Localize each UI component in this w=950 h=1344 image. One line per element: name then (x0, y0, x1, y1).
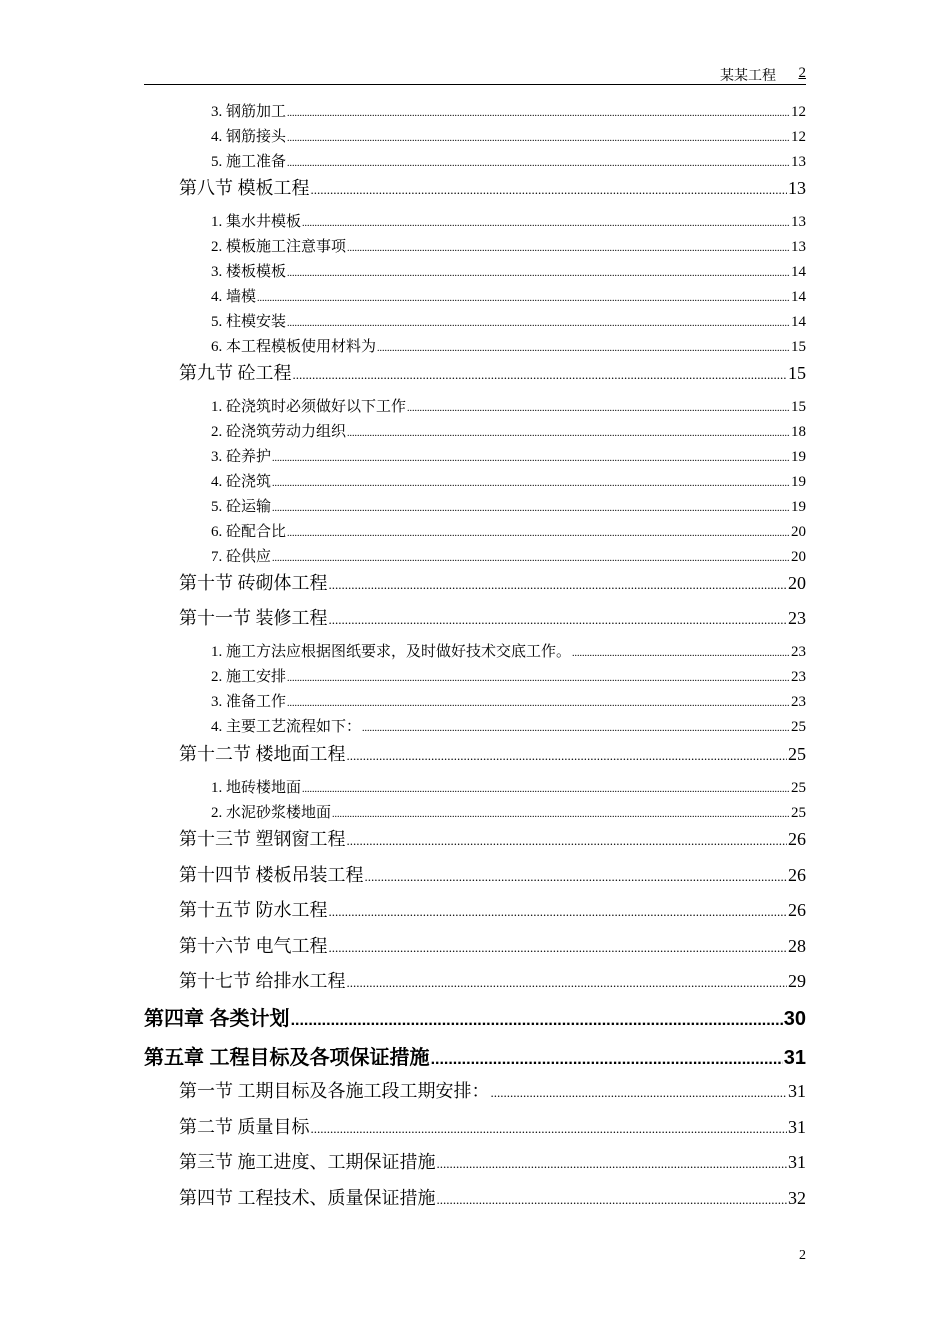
toc-leader-dots (311, 182, 788, 198)
toc-entry-page: 14 (791, 264, 806, 280)
toc-leader-dots (407, 403, 790, 414)
header-page-number: 2 (798, 65, 806, 81)
toc-subsection-entry[interactable] (211, 285, 806, 305)
toc-entry-page: 19 (791, 499, 806, 515)
toc-entry-title: 2. 水泥砂浆楼地面 (211, 805, 332, 821)
toc-entry-page: 31 (783, 1047, 806, 1069)
toc-entry-page: 25 (788, 744, 806, 764)
toc-entry-title: 第十一节 装修工程 (179, 608, 328, 628)
toc-entry-title: 第四节 工程技术、质量保证措施 (179, 1188, 436, 1208)
toc-leader-dots (272, 553, 790, 564)
header-title: 某某工程 (720, 69, 776, 84)
toc-subsection-entry[interactable] (211, 335, 806, 355)
toc-leader-dots (491, 1085, 788, 1101)
toc-subsection-entry[interactable] (211, 310, 806, 330)
toc-subsection-entry[interactable] (211, 715, 806, 735)
toc-entry-title: 5. 砼运输 (211, 499, 272, 515)
toc-entry-page: 23 (791, 669, 806, 685)
toc-entry-page: 15 (791, 339, 806, 355)
toc-entry-page: 20 (788, 573, 806, 593)
toc-entry-page: 14 (791, 289, 806, 305)
toc-entry-title: 3. 准备工作 (211, 694, 287, 710)
toc-leader-dots (272, 503, 790, 514)
toc-entry-title: 2. 施工安排 (211, 669, 287, 685)
toc-entry-page: 30 (783, 1008, 806, 1030)
toc-entry-page: 13 (788, 178, 806, 198)
toc-subsection-entry[interactable] (211, 125, 806, 145)
toc-section-entry[interactable] (179, 1077, 806, 1101)
toc-entry-title: 5. 柱模安装 (211, 314, 287, 330)
toc-entry-title: 第十节 砖砌体工程 (179, 573, 328, 593)
toc-entry-title: 1. 地砖楼地面 (211, 780, 302, 796)
toc-entry-title: 第二节 质量目标 (179, 1117, 310, 1137)
toc-entry-title: 第十二节 楼地面工程 (179, 744, 346, 764)
toc-subsection-entry[interactable] (211, 776, 806, 796)
toc-leader-dots (272, 453, 790, 464)
toc-leader-dots (437, 1192, 788, 1208)
toc-entry-title: 2. 砼浇筑劳动力组织 (211, 424, 347, 440)
toc-entry-title: 2. 模板施工注意事项 (211, 239, 347, 255)
toc-section-entry[interactable] (179, 825, 806, 849)
toc-subsection-entry[interactable] (211, 665, 806, 685)
toc-entry-page: 13 (791, 214, 806, 230)
toc-entry-page: 20 (791, 524, 806, 540)
toc-entry-page: 15 (791, 399, 806, 415)
toc-entry-title: 第四章 各类计划 (144, 1008, 290, 1030)
toc-leader-dots (287, 318, 790, 329)
toc-leader-dots (347, 243, 790, 254)
toc-entry-title: 1. 砼浇筑时必须做好以下工作 (211, 399, 407, 415)
toc-entry-title: 第十六节 电气工程 (179, 936, 328, 956)
toc-entry-title: 3. 钢筋加工 (211, 104, 287, 120)
toc-leader-dots (287, 158, 790, 169)
toc-entry-page: 26 (788, 865, 806, 885)
toc-entry-title: 4. 砼浇筑 (211, 474, 272, 490)
toc-entry-page: 29 (788, 971, 806, 991)
toc-entry-page: 15 (788, 363, 806, 383)
toc-subsection-entry[interactable] (211, 420, 806, 440)
toc-leader-dots (287, 108, 790, 119)
toc-subsection-entry[interactable] (211, 690, 806, 710)
toc-leader-dots (257, 293, 790, 304)
toc-entry-title: 4. 主要工艺流程如下： (211, 719, 362, 735)
toc-leader-dots (347, 748, 788, 764)
toc-entry-page: 23 (788, 608, 806, 628)
toc-entry-page: 32 (788, 1188, 806, 1208)
toc-leader-dots (302, 218, 790, 229)
toc-entry-page: 25 (791, 805, 806, 821)
toc-entry-page: 14 (791, 314, 806, 330)
toc-entry-title: 6. 本工程模板使用材料为 (211, 339, 377, 355)
toc-chapter-entry[interactable] (144, 1002, 806, 1028)
toc-section-entry[interactable] (179, 932, 806, 956)
toc-leader-dots (287, 528, 790, 539)
toc-entry-title: 第一节 工期目标及各施工段工期安排： (179, 1081, 490, 1101)
toc-entry-page: 23 (791, 694, 806, 710)
toc-subsection-entry[interactable] (211, 210, 806, 230)
toc-subsection-entry[interactable] (211, 545, 806, 565)
toc-leader-dots (377, 343, 790, 354)
toc-subsection-entry[interactable] (211, 235, 806, 255)
toc-section-entry[interactable] (179, 174, 806, 198)
toc-chapter-entry[interactable] (144, 1041, 806, 1067)
toc-leader-dots (272, 478, 790, 489)
toc-leader-dots (347, 833, 788, 849)
toc-leader-dots (365, 869, 788, 885)
toc-entry-title: 3. 砼养护 (211, 449, 272, 465)
toc-leader-dots (362, 723, 790, 734)
toc-entry-title: 第十三节 塑钢窗工程 (179, 829, 346, 849)
toc-entry-page: 25 (791, 780, 806, 796)
toc-subsection-entry[interactable] (211, 495, 806, 515)
toc-leader-dots (437, 1156, 788, 1172)
toc-entry-page: 31 (788, 1081, 806, 1101)
toc-entry-title: 第十七节 给排水工程 (179, 971, 346, 991)
toc-subsection-entry[interactable] (211, 260, 806, 280)
toc-entry-title: 5. 施工准备 (211, 154, 287, 170)
toc-leader-dots (311, 1121, 788, 1137)
toc-entry-page: 13 (791, 239, 806, 255)
toc-section-entry[interactable] (179, 896, 806, 920)
toc-entry-title: 4. 钢筋接头 (211, 129, 287, 145)
page-header (144, 60, 806, 85)
toc-section-entry[interactable] (179, 1148, 806, 1172)
toc-leader-dots (287, 133, 790, 144)
toc-entry-title: 7. 砼供应 (211, 549, 272, 565)
toc-leader-dots (302, 784, 790, 795)
toc-subsection-entry[interactable] (211, 150, 806, 170)
toc-entry-page: 18 (791, 424, 806, 440)
toc-subsection-entry[interactable] (211, 445, 806, 465)
toc-entry-page: 26 (788, 829, 806, 849)
toc-leader-dots (431, 1051, 783, 1069)
toc-entry-page: 26 (788, 900, 806, 920)
toc-entry-page: 20 (791, 549, 806, 565)
toc-entry-title: 4. 墙模 (211, 289, 257, 305)
toc-leader-dots (347, 428, 790, 439)
toc-entry-page: 23 (791, 644, 806, 660)
toc-subsection-entry[interactable] (211, 801, 806, 821)
toc-entry-title: 3. 楼板模板 (211, 264, 287, 280)
toc-leader-dots (329, 940, 788, 956)
toc-leader-dots (332, 809, 790, 820)
toc-leader-dots (293, 367, 788, 383)
toc-leader-dots (287, 698, 790, 709)
toc-entry-title: 第十四节 楼板吊装工程 (179, 865, 364, 885)
toc-section-entry[interactable] (179, 1184, 806, 1208)
toc-section-entry[interactable] (179, 740, 806, 764)
toc-entry-title: 第八节 模板工程 (179, 178, 310, 198)
toc-entry-page: 31 (788, 1152, 806, 1172)
toc-leader-dots (347, 975, 788, 991)
toc-section-entry[interactable] (179, 604, 806, 628)
toc-entry-title: 1. 施工方法应根据图纸要求，及时做好技术交底工作。 (211, 644, 572, 660)
toc-leader-dots (287, 268, 790, 279)
toc-entry-title: 第九节 砼工程 (179, 363, 292, 383)
toc-leader-dots (329, 904, 788, 920)
toc-leader-dots (291, 1012, 783, 1030)
toc-entry-page: 12 (791, 104, 806, 120)
toc-entry-title: 第三节 施工进度、工期保证措施 (179, 1152, 436, 1172)
toc-entry-title: 第五章 工程目标及各项保证措施 (144, 1047, 430, 1069)
toc-subsection-entry[interactable] (211, 100, 806, 120)
toc-entry-page: 25 (791, 719, 806, 735)
toc-subsection-entry[interactable] (211, 640, 806, 660)
toc-entry-page: 19 (791, 449, 806, 465)
toc-subsection-entry[interactable] (211, 470, 806, 490)
toc-entry-page: 13 (791, 154, 806, 170)
toc-entry-title: 第十五节 防水工程 (179, 900, 328, 920)
toc-leader-dots (329, 577, 788, 593)
toc-entry-page: 19 (791, 474, 806, 490)
toc-leader-dots (329, 612, 788, 628)
toc-leader-dots (287, 673, 790, 684)
toc-section-entry[interactable] (179, 861, 806, 885)
toc-section-entry[interactable] (179, 967, 806, 991)
toc-entry-page: 31 (788, 1117, 806, 1137)
toc-entry-title: 6. 砼配合比 (211, 524, 287, 540)
toc-subsection-entry[interactable] (211, 520, 806, 540)
footer-page-number: 2 (799, 1248, 806, 1263)
toc-section-entry[interactable] (179, 359, 806, 383)
toc-section-entry[interactable] (179, 569, 806, 593)
toc-section-entry[interactable] (179, 1113, 806, 1137)
toc-subsection-entry[interactable] (211, 395, 806, 415)
toc-entry-page: 28 (788, 936, 806, 956)
toc-leader-dots (572, 648, 790, 659)
toc-entry-page: 12 (791, 129, 806, 145)
toc-entry-title: 1. 集水井模板 (211, 214, 302, 230)
